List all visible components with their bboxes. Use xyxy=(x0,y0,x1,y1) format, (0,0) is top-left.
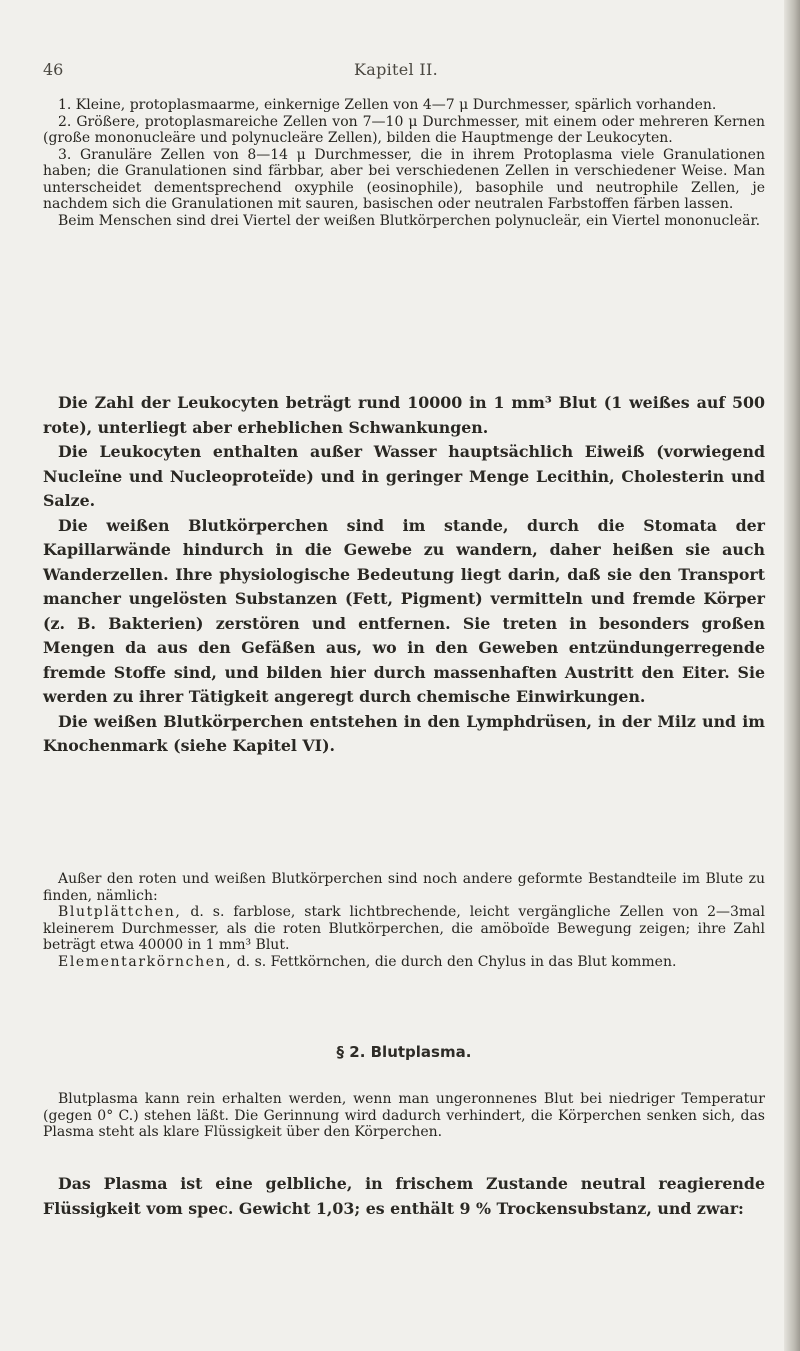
paragraph-leukocyte-composition: Die Leukocyten enthalten außer Wasser hauptsächlich Eiweiß (vorwiegend Nucleïne und Nucleoproteïde) und in geringer Menge Lecithin, Cholesterin und Salze. xyxy=(43,442,765,510)
page-edge-shadow xyxy=(784,0,800,1351)
paragraph-leukocyte-count: Die Zahl der Leukocyten beträgt rund 10000 in 1 mm³ Blut (1 weißes auf 500 rote), unterliegt aber erheblichen Schwankungen. xyxy=(43,393,765,437)
list-item-4: Beim Menschen sind drei Viertel der weißen Blutkörperchen polynucleär, ein Viertel mononucleär. xyxy=(58,212,761,229)
term-blutplaettchen: Blutplättchen, xyxy=(58,904,182,920)
cell-type-list xyxy=(43,97,765,229)
section-heading: § 2. Blutplasma. xyxy=(336,1043,472,1061)
elementarkoernchen-entry xyxy=(43,954,765,971)
definition-blutplaettchen: d. s. farblose, stark lichtbrechende, leicht vergängliche Zellen von 2—3mal kleinerem Durchmesser, als die roten Blutkörperchen, die amöboïde Bewegung zeigen; ihre Zahl beträgt etwa 40000 in 1 mm³ Blut. xyxy=(43,904,765,953)
other-components-intro: Außer den roten und weißen Blutkörperchen sind noch andere geformte Bestandteile im Blute zu finden, nämlich: xyxy=(43,871,765,904)
page-number: 46 xyxy=(43,60,64,79)
blutplasma-paragraph: Blutplasma kann rein erhalten werden, wenn man ungeronnenes Blut bei niedriger Temperatur (gegen 0° C.) stehen läßt. Die Gerinnung wird dadurch verhindert, die Körperchen senken sich, das Plasma steht als klare Flüssigkeit über den Körperchen. xyxy=(43,1091,765,1140)
paragraph-origin: Die weißen Blutkörperchen entstehen in den Lymphdrüsen, in der Milz und im Knochenmark (siehe Kapitel VI). xyxy=(43,711,765,755)
term-elementarkoernchen: Elementarkörnchen, xyxy=(58,953,233,970)
running-head: Kapitel II. xyxy=(354,60,438,79)
main-text xyxy=(43,391,765,759)
plasma-description xyxy=(43,1172,765,1221)
definition-elementarkoernchen: d. s. Fettkörnchen, die durch den Chylus in das Blut kommen. xyxy=(232,953,677,970)
blutplasma-intro xyxy=(43,1091,765,1141)
list-item-2: 2. Größere, protoplasmareiche Zellen von 7—10 μ Durchmesser, mit einem oder mehreren Kernen (große mononucleäre und polynucleäre Zellen), bilden die Hauptmenge der Leukocyten. xyxy=(43,113,765,146)
list-item-3: 3. Granuläre Zellen von 8—14 μ Durchmesser, die in ihrem Protoplasma viele Granulationen haben; die Granulationen sind färbbar, aber bei verschiedenen Zellen in verschiedener Weise. Man unterscheidet dementsprechend oxyphile (eosinophile), basophile und neutrophile Zellen, je nachdem sich die Granulationen mit sauren, basischen oder neutralen Farbstoffen färben lassen. xyxy=(43,146,765,212)
blutplaettchen-entry xyxy=(43,904,765,954)
list-item-1: 1. Kleine, protoplasmaarme, einkernige Zellen von 4—7 μ Durchmesser, spärlich vorhanden. xyxy=(58,97,717,113)
plasma-paragraph: Das Plasma ist eine gelbliche, in frischem Zustande neutral reagierende Flüssigkeit vom spec. Gewicht 1,03; es enthält 9 % Trockensubstanz, und zwar: xyxy=(43,1174,765,1218)
paragraph-wanderzellen: Die weißen Blutkörperchen sind im stande, durch die Stomata der Kapillarwände hindurch in die Gewebe zu wandern, daher heißen sie auch Wanderzellen. Ihre physiologische Bedeutung liegt darin, daß sie den Transport mancher ungelösten Substanzen (Fett, Pigment) vermitteln und fremde Körper (z. B. Bakterien) zerstören und entfernen. Sie treten in besonders großen Mengen da aus den Gefäßen aus, wo in den Geweben entzündungerregende fremde Stoffe sind, und bilden hier durch massenhaften Austritt den Eiter. Sie werden zu ihrer Tätigkeit angeregt durch chemische Einwirkungen. xyxy=(43,515,765,706)
other-components xyxy=(43,871,765,970)
